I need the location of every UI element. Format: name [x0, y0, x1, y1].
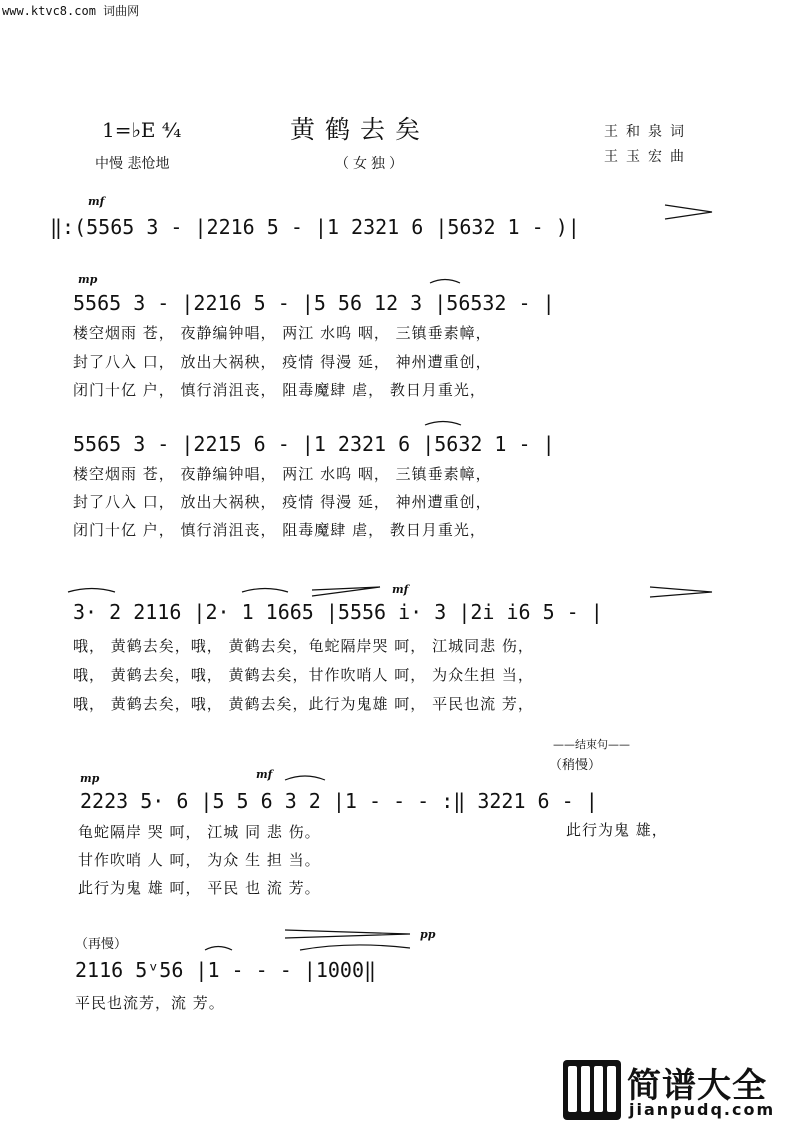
dynamic-pp: pp: [420, 928, 436, 941]
lyric-row-3-verse-2: 封了八入 口， 放出大祸秧， 疫情 得漫 延， 神州遭重创，: [73, 493, 492, 511]
lyric-row-5-verse-1: 龟蛇隔岸 哭 呵， 江城 同 悲 伤。: [78, 823, 321, 841]
lyric-row-2-verse-3: 闭门十亿 户， 慎行消沮丧， 阻毒魔肆 虐， 教日月重光，: [73, 381, 486, 399]
dynamic-mf: mf: [88, 195, 105, 208]
song-subtitle: （女独）: [335, 156, 407, 172]
composer-credit: 王玉宏曲: [604, 149, 692, 165]
music-row-4: 3· 2 2116 |2· 1 1665 |5556 i· 3 |2i i6 5 - |: [73, 600, 603, 624]
lyric-row-2-verse-2: 封了八入 口， 放出大祸秧， 疫情 得漫 延， 神州遭重创，: [73, 353, 492, 371]
music-row-3: 5565 3 - |2215 6 - |1 2321 6 |5632 1 - |: [73, 432, 555, 456]
lyric-row-5-verse-3: 此行为鬼 雄 呵， 平民 也 流 芳。: [78, 879, 321, 897]
site-watermark: www.ktvc8.com 词曲网: [2, 4, 140, 18]
dynamic-mp-2: mp: [80, 772, 100, 785]
diminuendo-hairpin: [650, 587, 712, 597]
lyric-row-4-verse-1: 哦， 黄鹤去矣，哦， 黄鹤去矣，龟蛇隔岸哭 呵， 江城同悲 伤，: [73, 637, 534, 655]
logo-title: 简谱大全: [627, 1066, 767, 1106]
ending-lyric: 此行为鬼 雄，: [566, 821, 668, 839]
slur-mark-4: [242, 589, 288, 593]
tie-mark: [300, 945, 410, 950]
crescendo-hairpin-2: [312, 587, 380, 596]
lyric-row-4-verse-2: 哦， 黄鹤去矣，哦， 黄鹤去矣，甘作吹哨人 呵， 为众生担 当，: [73, 666, 534, 684]
music-row-6: 2116 5ᵛ56 |1 - - - |1000‖: [75, 958, 377, 982]
dynamic-mp: mp: [78, 273, 98, 286]
lyric-row-3-verse-1: 楼空烟雨 苍， 夜静编钟唱， 两江 水呜 咽， 三镇垂素幛，: [73, 465, 492, 483]
site-logo: [563, 1060, 781, 1122]
dynamic-mf-2: mf: [392, 583, 409, 596]
song-title: 黄鹤去矣: [290, 115, 431, 144]
lyric-row-4-verse-3: 哦， 黄鹤去矣，哦， 黄鹤去矣，此行为鬼雄 呵， 平民也流 芳，: [73, 695, 534, 713]
logo-url: jianpudq.com: [629, 1100, 776, 1119]
dynamic-mf-3: mf: [256, 768, 273, 781]
lyric-row-2-verse-1: 楼空烟雨 苍， 夜静编钟唱， 两江 水呜 咽， 三镇垂素幛，: [73, 324, 492, 342]
slur-mark: [430, 280, 460, 284]
lyricist-credit: 王和泉词: [604, 124, 692, 140]
music-row-2: 5565 3 - |2216 5 - |5 56 12 3 |56532 - |: [73, 291, 555, 315]
diminuendo-hairpin-2: [285, 930, 410, 938]
ending-label: ——结束句——: [553, 738, 630, 751]
crescendo-hairpin: [665, 205, 712, 219]
tempo-slower-2: （再慢）: [75, 937, 128, 952]
slur-mark-2: [425, 422, 461, 426]
piano-keys-icon: [563, 1060, 621, 1120]
slur-mark-5: [285, 776, 325, 780]
slur-mark-6: [205, 947, 232, 951]
tempo-marking: 中慢 悲怆地: [95, 156, 170, 172]
slur-mark-3: [68, 589, 115, 593]
music-row-intro: ‖:(5565 3 - |2216 5 - |1 2321 6 |5632 1 - )|: [50, 215, 580, 239]
key-signature: 1=♭E ⁴⁄₄: [102, 118, 182, 142]
lyric-row-3-verse-3: 闭门十亿 户， 慎行消沮丧， 阻毒魔肆 虐， 教日月重光，: [73, 521, 486, 539]
lyric-row-5-verse-2: 甘作吹哨 人 呵， 为众 生 担 当。: [78, 851, 321, 869]
music-row-5: 2223 5· 6 |5 5 6 3 2 |1 - - - :‖ 3221 6 - |: [80, 789, 598, 813]
lyric-row-6: 平民也流芳，流 芳。: [75, 994, 225, 1012]
tempo-slower: （稍慢）: [549, 758, 602, 773]
